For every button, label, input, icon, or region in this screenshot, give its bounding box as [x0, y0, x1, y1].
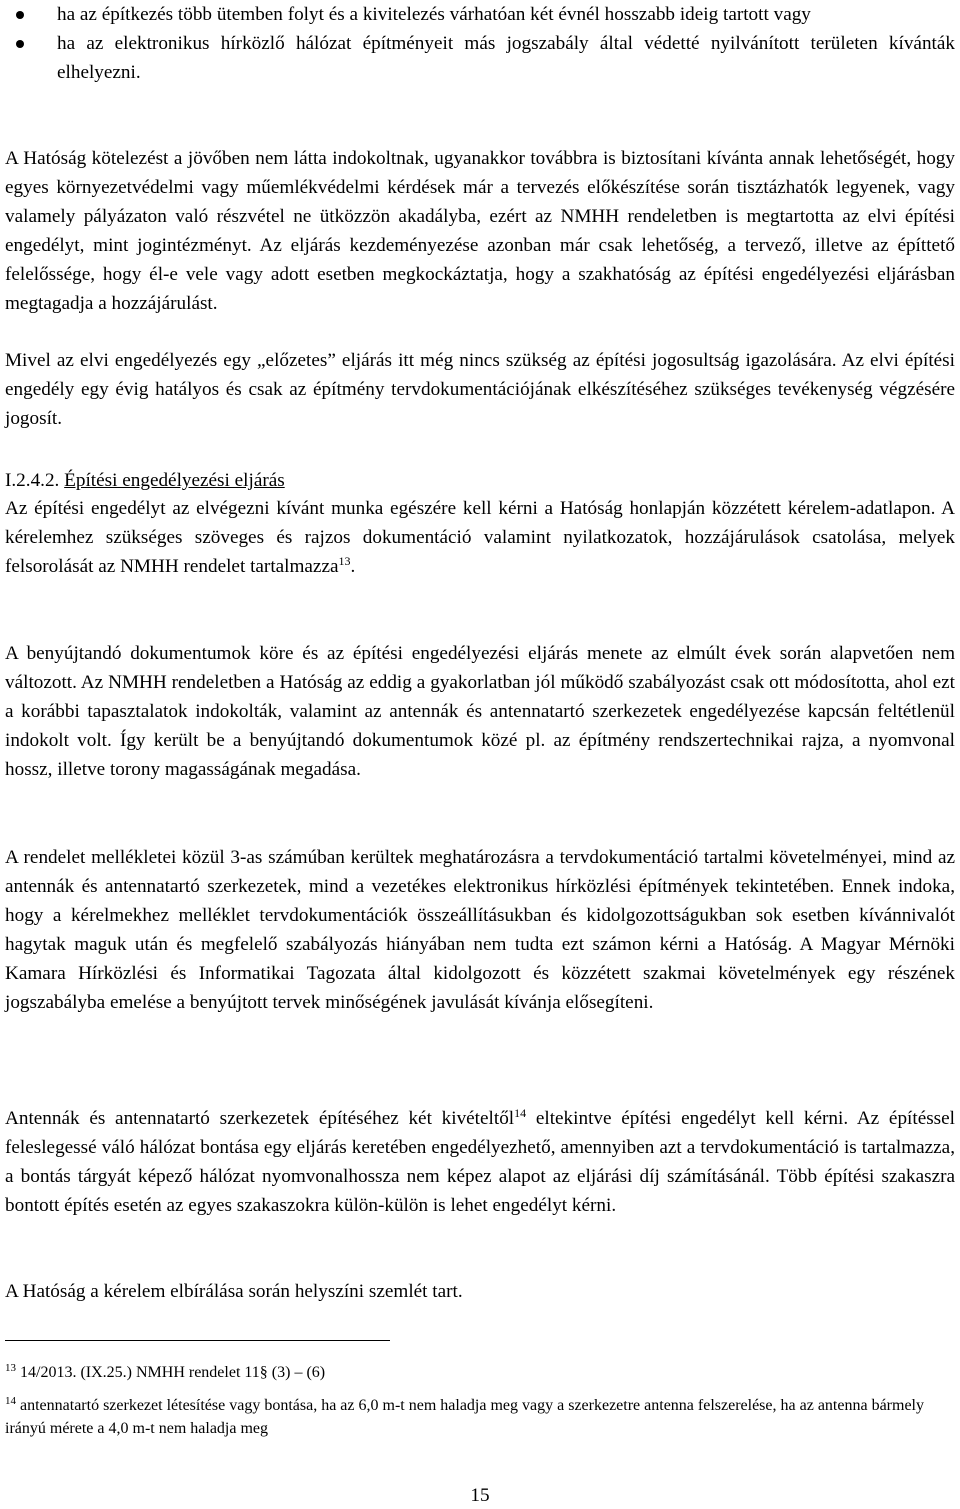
- footnote-number: 14: [5, 1395, 16, 1407]
- paragraph-antennak: Antennák és antennatartó szerkezetek építéséhez két kivételtől$^{14}$ eltekintve építési engedélyt kell kérni. Az építéssel feleslegessé váló hálózat bontása egy eljárás keretében engedélyezhető, amennyiben azt a tervdokumentáció is tartalmazza, a bontás tárgyát képező hálózat nyomvonalhossza nem képez alapot az eljárási díj számításánál. Több építési szakaszra bontott építés esetén az egyes szakaszokra külön-külön is lehet engedélyt kérni.: [5, 1106, 956, 1216]
- footnote-ref[interactable]: 13: [338, 554, 351, 568]
- bullet-icon: [16, 40, 24, 48]
- footnote-ref[interactable]: 14: [514, 1106, 527, 1120]
- list-item: ha az elektronikus hírközlő hálózat építményeit más jogszabály által védetté nyilvánított területen kívánták elhelyezni.: [5, 29, 955, 87]
- list-item: ha az építkezés több ütemben folyt és a kivitelezés várhatóan két évnél hosszabb ideig tartott vagy: [5, 0, 955, 29]
- paragraph-melleklet: A rendelet mellékletei közül 3-as számúban kerültek meghatározásra a tervdokumentáció tartalmi követelményei, mind az antennák és antennatartó szerkezetek, mind a vezetékes elektronikus hírközlési építmények tekintetében. Ennek indoka, hogy a kérelmekhez melléklet tervdokumentációk összeállításukban és kidolgozottságukban sok esetben kívánnivalót hagytak maguk után és megfelelő szabályozás hiányában nem tudta ezt számon kérni a Hatóság. A Magyar Mérnöki Kamara Hírközlési és Informatikai Tagozata által kidolgozott és közzétett szakmai követelmények egy részének jogszabályba emelése a benyújtott tervek minőségének javulását kívánja elősegíteni.: [5, 847, 955, 1013]
- bullet-icon: [16, 11, 24, 19]
- paragraph-kerelem: Az építési engedélyt az elvégezni kívánt munka egészére kell kérni a Hatóság honlapján közzétett kérelem-adatlapon. A kérelemhez szükséges szöveges és rajzos dokumentáció valamint nyilatkozatok, hozzájárulások csatolása, melyek felsorolását az NMHH rendelet tartalmazza$^{13}$.: [5, 498, 955, 577]
- section-number: I.2.4.2.: [5, 470, 60, 491]
- footnote: $^{14}$ antennatartó szerkezet létesítése vagy bontása, ha az 6,0 m-t nem haladja meg vagy a szerkezetre antenna felszerelése, ha az antenna bármely irányú mérete a 4,0 m-t nem haladja meg: [5, 1395, 924, 1437]
- paragraph-elvi-engedely: A Hatóság kötelezést a jövőben nem látta indokoltnak, ugyanakkor továbbra is biztosítani kívánta annak lehetőségét, hogy egyes környezetvédelmi vagy műemlékvédelmi kérdések már a tervezés előkészítése során tisztázhatók legyenek, vagy valamely pályázaton való részvétel ne ütközzön akadályba, ezért az NMHH rendeletben is megtartotta az elvi építési engedélyt, mint jogintézményt. Az eljárás kezdeményezése azonban már csak lehetőség, a tervező, illetve az építtető felelőssége, hogy él-e vele vagy adott esetben megkockáztatja, hogy a szakhatóság az építési engedélyezési eljárásban megtagadja a hozzájárulást.: [5, 148, 955, 314]
- footnote: $^{13}$ 14/2013. (IX.25.) NMHH rendelet 11§ (3) – (6): [5, 1362, 326, 1381]
- footnote-separator: [5, 1340, 390, 1341]
- section-heading: [5, 466, 285, 495]
- paragraph-helyszini-szemle: A Hatóság a kérelem elbírálása során helyszíni szemlét tart.: [5, 1281, 463, 1302]
- paragraph-elozetes-eljaras: Mivel az elvi engedélyezés egy „előzetes” eljárás itt még nincs szükség az építési jogosultság igazolására. Az elvi építési engedély egy évig hatályos és csak az építmény tervdokumentációjának elkészítéséhez szükséges tevékenység végzésére jogosít.: [5, 350, 955, 429]
- section-title: Építési engedélyezési eljárás: [64, 470, 285, 491]
- bullet-list: [5, 0, 955, 87]
- footnote-number: 13: [5, 1362, 16, 1374]
- page-number: 15: [470, 1485, 490, 1506]
- paragraph-dokumentumok: A benyújtandó dokumentumok köre és az építési engedélyezési eljárás menete az elmúlt évek során alapvetően nem változott. Az NMHH rendeletben a Hatóság az eddig a gyakorlatban jól működő szabályozást csak ott módosította, ahol ezt a korábbi tapasztalatok indokolták, valamint az antennák és antennatartó szerkezetek engedélyezése kapcsán feltétlenül indokolt volt. Így került be a benyújtandó dokumentumok közé pl. az építmény rendszertechnikai rajza, a nyomvonal hossz, illetve torony magasságának megadása.: [5, 643, 955, 780]
